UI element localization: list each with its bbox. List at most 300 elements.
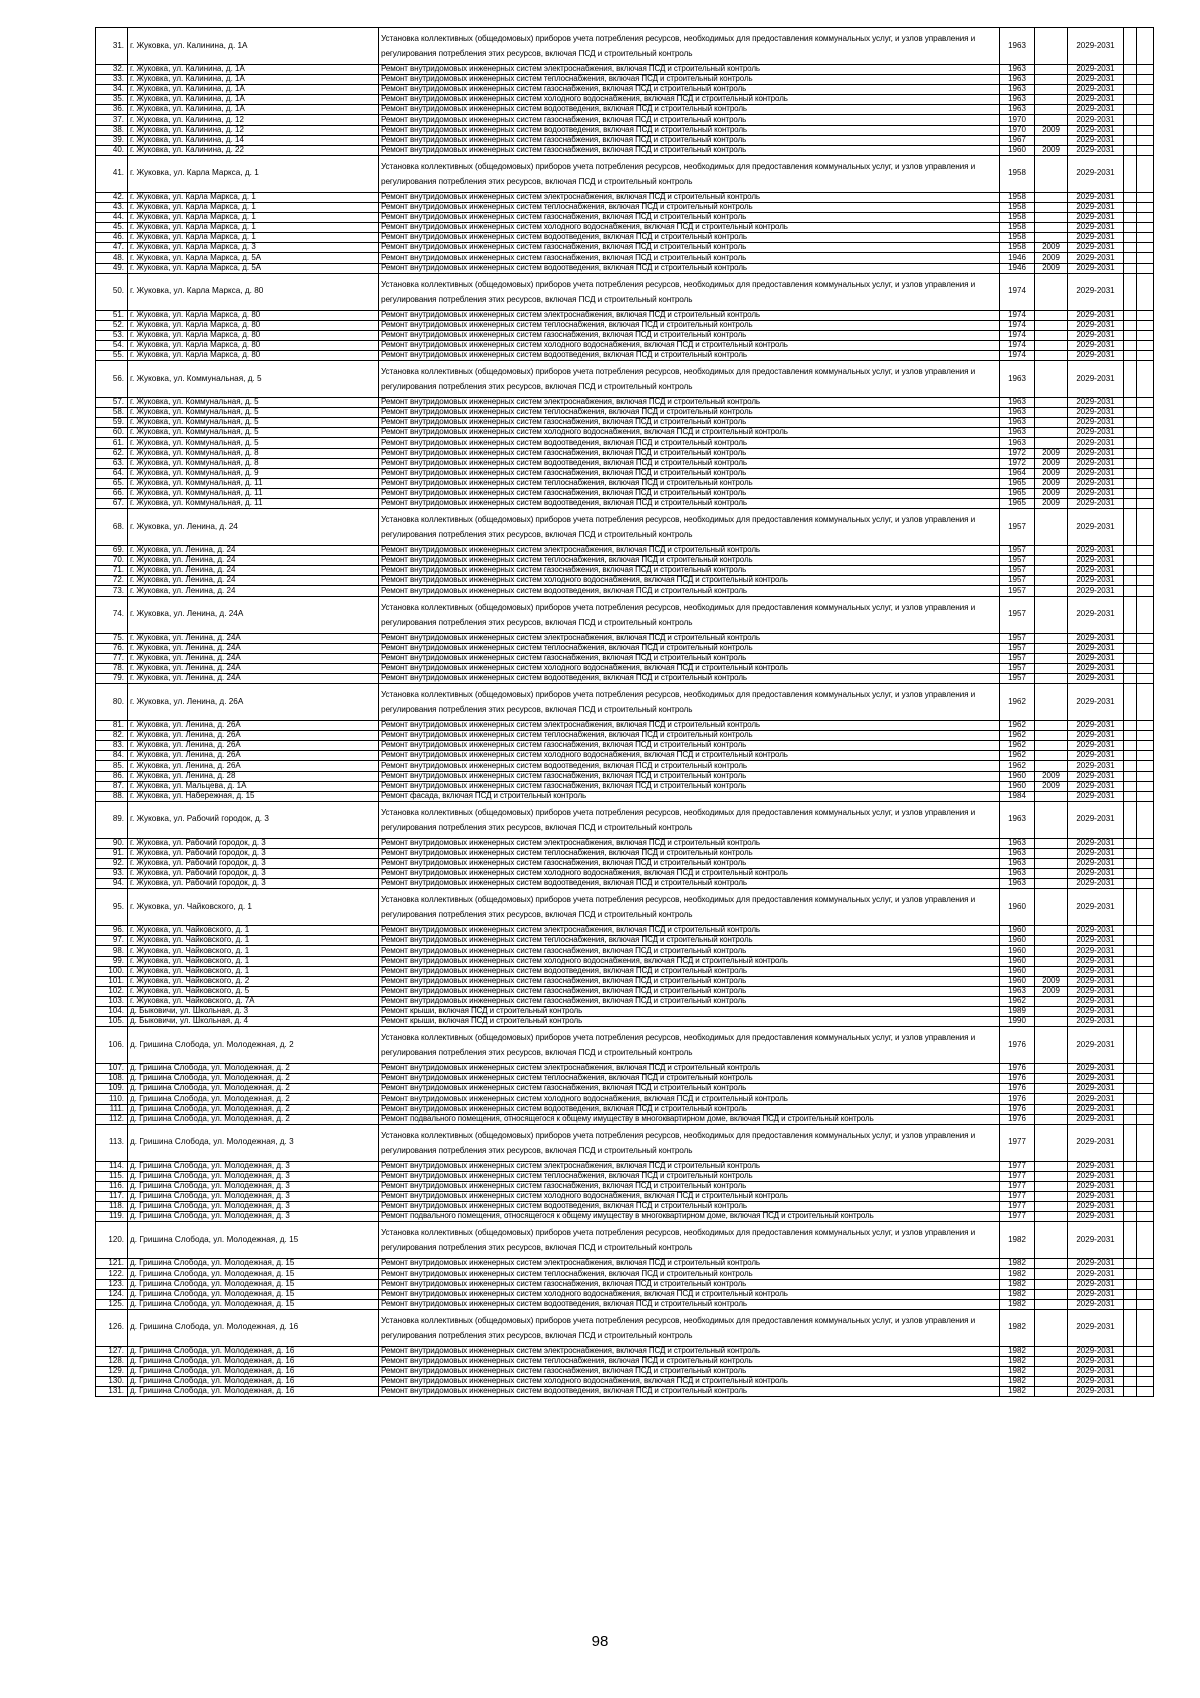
- construction-year-cell: 1977: [1000, 1181, 1035, 1191]
- address-cell: д. Гришина Слобода, ул. Молодежная, д. 16: [128, 1366, 379, 1376]
- planned-period-cell: 2029-2031: [1068, 202, 1124, 212]
- construction-year-cell: 1982: [1000, 1377, 1035, 1387]
- empty-cell: [1137, 858, 1154, 868]
- construction-year-cell: 1974: [1000, 330, 1035, 340]
- last-repair-year-cell: [1035, 310, 1068, 320]
- work-type-cell: Установка коллективных (общедомовых) приборов учета потребления ресурсов, необходимых для предоставления коммунальных услуг, и узлов управления и регулирования потребления этих ресурсов, включая ПСД и строительный контроль: [379, 1222, 1000, 1259]
- empty-cell: [1137, 145, 1154, 155]
- address-cell: г. Жуковка, ул. Коммунальная, д. 5: [128, 428, 379, 438]
- work-type-cell: Ремонт внутридомовых инженерных систем электроснабжения, включая ПСД и строительный контроль: [379, 721, 1000, 731]
- address-cell: д. Гришина Слобода, ул. Молодежная, д. 16: [128, 1387, 379, 1397]
- construction-year-cell: 1963: [1000, 858, 1035, 868]
- last-repair-year-cell: [1035, 1346, 1068, 1356]
- work-type-cell: Ремонт внутридомовых инженерных систем водоотведения, включая ПСД и строительный контроль: [379, 233, 1000, 243]
- row-number: 54.: [96, 340, 128, 350]
- planned-period-cell: 2029-2031: [1068, 458, 1124, 468]
- capital-repair-works-table: [95, 27, 1154, 1397]
- empty-cell: [1137, 791, 1154, 801]
- planned-period-cell: 2029-2031: [1068, 1222, 1124, 1259]
- table-row: [96, 330, 1154, 340]
- address-cell: г. Жуковка, ул. Чайковского, д. 1: [128, 889, 379, 926]
- address-cell: г. Жуковка, ул. Карла Маркса, д. 1: [128, 202, 379, 212]
- work-type-cell: Установка коллективных (общедомовых) приборов учета потребления ресурсов, необходимых для предоставления коммунальных услуг, и узлов управления и регулирования потребления этих ресурсов, включая ПСД и строительный контроль: [379, 596, 1000, 633]
- address-cell: д. Гришина Слобода, ул. Молодежная, д. 2: [128, 1084, 379, 1094]
- last-repair-year-cell: [1035, 673, 1068, 683]
- table-row: [96, 1192, 1154, 1202]
- last-repair-year-cell: [1035, 1309, 1068, 1346]
- empty-cell: [1124, 741, 1137, 751]
- row-number: 49.: [96, 263, 128, 273]
- row-number: 53.: [96, 330, 128, 340]
- empty-cell: [1137, 263, 1154, 273]
- empty-cell: [1137, 75, 1154, 85]
- row-number: 37.: [96, 115, 128, 125]
- row-number: 42.: [96, 192, 128, 202]
- address-cell: г. Жуковка, ул. Ленина, д. 24: [128, 546, 379, 556]
- work-type-cell: Ремонт внутридомовых инженерных систем газоснабжения, включая ПСД и строительный контроль: [379, 653, 1000, 663]
- construction-year-cell: 1963: [1000, 801, 1035, 838]
- work-type-cell: Ремонт внутридомовых инженерных систем водоотведения, включая ПСД и строительный контроль: [379, 458, 1000, 468]
- address-cell: д. Гришина Слобода, ул. Молодежная, д. 15: [128, 1259, 379, 1269]
- empty-cell: [1124, 1074, 1137, 1084]
- work-type-cell: Ремонт внутридомовых инженерных систем электроснабжения, включая ПСД и строительный контроль: [379, 546, 1000, 556]
- address-cell: г. Жуковка, ул. Ленина, д. 26А: [128, 684, 379, 721]
- address-cell: г. Жуковка, ул. Карла Маркса, д. 1: [128, 233, 379, 243]
- address-cell: д. Гришина Слобода, ул. Молодежная, д. 3: [128, 1192, 379, 1202]
- empty-cell: [1137, 65, 1154, 75]
- work-type-cell: Установка коллективных (общедомовых) приборов учета потребления ресурсов, необходимых для предоставления коммунальных услуг, и узлов управления и регулирования потребления этих ресурсов, включая ПСД и строительный контроль: [379, 684, 1000, 721]
- work-type-cell: Ремонт внутридомовых инженерных систем холодного водоснабжения, включая ПСД и строительный контроль: [379, 751, 1000, 761]
- table-row: [96, 1269, 1154, 1279]
- empty-cell: [1137, 478, 1154, 488]
- planned-period-cell: 2029-2031: [1068, 65, 1124, 75]
- row-number: 64.: [96, 468, 128, 478]
- table-row: [96, 566, 1154, 576]
- last-repair-year-cell: 2009: [1035, 125, 1068, 135]
- planned-period-cell: 2029-2031: [1068, 1192, 1124, 1202]
- last-repair-year-cell: [1035, 75, 1068, 85]
- planned-period-cell: 2029-2031: [1068, 398, 1124, 408]
- table-row: [96, 663, 1154, 673]
- last-repair-year-cell: 2009: [1035, 781, 1068, 791]
- table-row: [96, 576, 1154, 586]
- last-repair-year-cell: [1035, 213, 1068, 223]
- row-number: 103.: [96, 996, 128, 1006]
- planned-period-cell: 2029-2031: [1068, 1171, 1124, 1181]
- row-number: 121.: [96, 1259, 128, 1269]
- construction-year-cell: 1963: [1000, 75, 1035, 85]
- row-number: 94.: [96, 879, 128, 889]
- table-row: [96, 858, 1154, 868]
- empty-cell: [1124, 1171, 1137, 1181]
- planned-period-cell: 2029-2031: [1068, 1279, 1124, 1289]
- table-row: [96, 1212, 1154, 1222]
- address-cell: д. Гришина Слобода, ул. Молодежная, д. 16: [128, 1377, 379, 1387]
- address-cell: г. Жуковка, ул. Коммунальная, д. 11: [128, 488, 379, 498]
- row-number: 87.: [96, 781, 128, 791]
- empty-cell: [1124, 253, 1137, 263]
- construction-year-cell: 1963: [1000, 65, 1035, 75]
- construction-year-cell: 1976: [1000, 1084, 1035, 1094]
- empty-cell: [1137, 771, 1154, 781]
- last-repair-year-cell: [1035, 115, 1068, 125]
- empty-cell: [1124, 684, 1137, 721]
- empty-cell: [1137, 653, 1154, 663]
- planned-period-cell: 2029-2031: [1068, 653, 1124, 663]
- row-number: 123.: [96, 1279, 128, 1289]
- last-repair-year-cell: [1035, 869, 1068, 879]
- work-type-cell: Ремонт внутридомовых инженерных систем электроснабжения, включая ПСД и строительный контроль: [379, 398, 1000, 408]
- planned-period-cell: 2029-2031: [1068, 330, 1124, 340]
- planned-period-cell: 2029-2031: [1068, 145, 1124, 155]
- work-type-cell: Ремонт внутридомовых инженерных систем газоснабжения, включая ПСД и строительный контроль: [379, 213, 1000, 223]
- empty-cell: [1124, 1279, 1137, 1289]
- table-row: [96, 976, 1154, 986]
- work-type-cell: Установка коллективных (общедомовых) приборов учета потребления ресурсов, необходимых для предоставления коммунальных услуг, и узлов управления и регулирования потребления этих ресурсов, включая ПСД и строительный контроль: [379, 1027, 1000, 1064]
- work-type-cell: Ремонт внутридомовых инженерных систем газоснабжения, включая ПСД и строительный контроль: [379, 741, 1000, 751]
- work-type-cell: Ремонт внутридомовых инженерных систем газоснабжения, включая ПСД и строительный контроль: [379, 1181, 1000, 1191]
- work-type-cell: Ремонт внутридомовых инженерных систем газоснабжения, включая ПСД и строительный контроль: [379, 858, 1000, 868]
- last-repair-year-cell: [1035, 95, 1068, 105]
- construction-year-cell: 1957: [1000, 643, 1035, 653]
- construction-year-cell: 1958: [1000, 202, 1035, 212]
- work-type-cell: Ремонт внутридомовых инженерных систем холодного водоснабжения, включая ПСД и строительный контроль: [379, 1192, 1000, 1202]
- work-type-cell: Ремонт внутридомовых инженерных систем холодного водоснабжения, включая ПСД и строительный контроль: [379, 340, 1000, 350]
- empty-cell: [1124, 1007, 1137, 1017]
- address-cell: д. Гришина Слобода, ул. Молодежная, д. 3: [128, 1171, 379, 1181]
- construction-year-cell: 1962: [1000, 684, 1035, 721]
- row-number: 114.: [96, 1161, 128, 1171]
- work-type-cell: Ремонт внутридомовых инженерных систем электроснабжения, включая ПСД и строительный контроль: [379, 633, 1000, 643]
- address-cell: д. Гришина Слобода, ул. Молодежная, д. 15: [128, 1222, 379, 1259]
- row-number: 128.: [96, 1356, 128, 1366]
- table-row: [96, 145, 1154, 155]
- address-cell: г. Жуковка, ул. Коммунальная, д. 11: [128, 478, 379, 488]
- address-cell: г. Жуковка, ул. Чайковского, д. 1: [128, 936, 379, 946]
- empty-cell: [1137, 889, 1154, 926]
- planned-period-cell: 2029-2031: [1068, 771, 1124, 781]
- work-type-cell: Ремонт внутридомовых инженерных систем электроснабжения, включая ПСД и строительный контроль: [379, 310, 1000, 320]
- address-cell: г. Жуковка, ул. Чайковского, д. 1: [128, 956, 379, 966]
- empty-cell: [1137, 253, 1154, 263]
- address-cell: г. Жуковка, ул. Ленина, д. 24: [128, 509, 379, 546]
- planned-period-cell: 2029-2031: [1068, 741, 1124, 751]
- last-repair-year-cell: [1035, 633, 1068, 643]
- empty-cell: [1124, 1017, 1137, 1027]
- empty-cell: [1124, 28, 1137, 65]
- work-type-cell: Ремонт внутридомовых инженерных систем газоснабжения, включая ПСД и строительный контроль: [379, 1366, 1000, 1376]
- table-row: [96, 263, 1154, 273]
- planned-period-cell: 2029-2031: [1068, 848, 1124, 858]
- row-number: 74.: [96, 596, 128, 633]
- construction-year-cell: 1972: [1000, 458, 1035, 468]
- last-repair-year-cell: [1035, 889, 1068, 926]
- address-cell: г. Жуковка, ул. Ленина, д. 24: [128, 586, 379, 596]
- work-type-cell: Ремонт внутридомовых инженерных систем теплоснабжения, включая ПСД и строительный контроль: [379, 1074, 1000, 1084]
- last-repair-year-cell: 2009: [1035, 458, 1068, 468]
- work-type-cell: Ремонт внутридомовых инженерных систем теплоснабжения, включая ПСД и строительный контроль: [379, 848, 1000, 858]
- empty-cell: [1137, 751, 1154, 761]
- table-row: [96, 1114, 1154, 1124]
- planned-period-cell: 2029-2031: [1068, 478, 1124, 488]
- empty-cell: [1137, 428, 1154, 438]
- last-repair-year-cell: [1035, 791, 1068, 801]
- last-repair-year-cell: [1035, 1007, 1068, 1017]
- row-number: 76.: [96, 643, 128, 653]
- row-number: 48.: [96, 253, 128, 263]
- construction-year-cell: 1977: [1000, 1202, 1035, 1212]
- construction-year-cell: 1982: [1000, 1356, 1035, 1366]
- planned-period-cell: 2029-2031: [1068, 448, 1124, 458]
- table-row: [96, 653, 1154, 663]
- empty-cell: [1124, 428, 1137, 438]
- empty-cell: [1137, 838, 1154, 848]
- construction-year-cell: 1976: [1000, 1064, 1035, 1074]
- table-row: [96, 509, 1154, 546]
- row-number: 115.: [96, 1171, 128, 1181]
- construction-year-cell: 1946: [1000, 263, 1035, 273]
- empty-cell: [1137, 202, 1154, 212]
- empty-cell: [1137, 1289, 1154, 1299]
- row-number: 58.: [96, 408, 128, 418]
- planned-period-cell: 2029-2031: [1068, 956, 1124, 966]
- work-type-cell: Ремонт внутридомовых инженерных систем водоотведения, включая ПСД и строительный контроль: [379, 673, 1000, 683]
- empty-cell: [1137, 926, 1154, 936]
- empty-cell: [1137, 801, 1154, 838]
- row-number: 129.: [96, 1366, 128, 1376]
- planned-period-cell: 2029-2031: [1068, 684, 1124, 721]
- last-repair-year-cell: [1035, 192, 1068, 202]
- empty-cell: [1137, 1027, 1154, 1064]
- empty-cell: [1124, 546, 1137, 556]
- work-type-cell: Ремонт внутридомовых инженерных систем теплоснабжения, включая ПСД и строительный контроль: [379, 643, 1000, 653]
- empty-cell: [1124, 233, 1137, 243]
- table-row: [96, 1027, 1154, 1064]
- row-number: 68.: [96, 509, 128, 546]
- empty-cell: [1137, 1299, 1154, 1309]
- address-cell: г. Жуковка, ул. Рабочий городок, д. 3: [128, 838, 379, 848]
- work-type-cell: Ремонт внутридомовых инженерных систем холодного водоснабжения, включая ПСД и строительный контроль: [379, 1289, 1000, 1299]
- construction-year-cell: 1965: [1000, 478, 1035, 488]
- address-cell: г. Жуковка, ул. Рабочий городок, д. 3: [128, 869, 379, 879]
- address-cell: г. Жуковка, ул. Карла Маркса, д. 80: [128, 340, 379, 350]
- planned-period-cell: 2029-2031: [1068, 986, 1124, 996]
- empty-cell: [1137, 398, 1154, 408]
- last-repair-year-cell: [1035, 966, 1068, 976]
- address-cell: г. Жуковка, ул. Рабочий городок, д. 3: [128, 879, 379, 889]
- last-repair-year-cell: [1035, 751, 1068, 761]
- work-type-cell: Ремонт внутридомовых инженерных систем газоснабжения, включая ПСД и строительный контроль: [379, 771, 1000, 781]
- empty-cell: [1124, 448, 1137, 458]
- empty-cell: [1137, 879, 1154, 889]
- last-repair-year-cell: [1035, 28, 1068, 65]
- row-number: 55.: [96, 350, 128, 360]
- empty-cell: [1124, 751, 1137, 761]
- last-repair-year-cell: [1035, 801, 1068, 838]
- empty-cell: [1124, 155, 1137, 192]
- work-type-cell: Ремонт внутридомовых инженерных систем электроснабжения, включая ПСД и строительный контроль: [379, 1259, 1000, 1269]
- construction-year-cell: 1962: [1000, 721, 1035, 731]
- table-row: [96, 1181, 1154, 1191]
- address-cell: г. Жуковка, ул. Калинина, д. 1А: [128, 105, 379, 115]
- address-cell: д. Гришина Слобода, ул. Молодежная, д. 2: [128, 1064, 379, 1074]
- address-cell: г. Жуковка, ул. Ленина, д. 24: [128, 576, 379, 586]
- construction-year-cell: 1977: [1000, 1124, 1035, 1161]
- construction-year-cell: 1976: [1000, 1104, 1035, 1114]
- planned-period-cell: 2029-2031: [1068, 418, 1124, 428]
- empty-cell: [1124, 75, 1137, 85]
- row-number: 110.: [96, 1094, 128, 1104]
- work-type-cell: Ремонт внутридомовых инженерных систем газоснабжения, включая ПСД и строительный контроль: [379, 946, 1000, 956]
- empty-cell: [1124, 478, 1137, 488]
- last-repair-year-cell: [1035, 65, 1068, 75]
- planned-period-cell: 2029-2031: [1068, 1114, 1124, 1124]
- table-row: [96, 1017, 1154, 1027]
- row-number: 62.: [96, 448, 128, 458]
- planned-period-cell: 2029-2031: [1068, 566, 1124, 576]
- construction-year-cell: 1970: [1000, 115, 1035, 125]
- row-number: 127.: [96, 1346, 128, 1356]
- row-number: 70.: [96, 556, 128, 566]
- row-number: 52.: [96, 320, 128, 330]
- empty-cell: [1124, 361, 1137, 398]
- address-cell: г. Жуковка, ул. Чайковского, д. 1: [128, 966, 379, 976]
- planned-period-cell: 2029-2031: [1068, 721, 1124, 731]
- empty-cell: [1137, 1094, 1154, 1104]
- work-type-cell: Установка коллективных (общедомовых) приборов учета потребления ресурсов, необходимых для предоставления коммунальных услуг, и узлов управления и регулирования потребления этих ресурсов, включая ПСД и строительный контроль: [379, 1309, 1000, 1346]
- empty-cell: [1137, 418, 1154, 428]
- planned-period-cell: 2029-2031: [1068, 1356, 1124, 1366]
- planned-period-cell: 2029-2031: [1068, 1007, 1124, 1017]
- construction-year-cell: 1982: [1000, 1269, 1035, 1279]
- empty-cell: [1124, 633, 1137, 643]
- last-repair-year-cell: [1035, 576, 1068, 586]
- planned-period-cell: 2029-2031: [1068, 340, 1124, 350]
- row-number: 100.: [96, 966, 128, 976]
- last-repair-year-cell: [1035, 105, 1068, 115]
- work-type-cell: Ремонт внутридомовых инженерных систем водоотведения, включая ПСД и строительный контроль: [379, 879, 1000, 889]
- planned-period-cell: 2029-2031: [1068, 781, 1124, 791]
- table-row: [96, 1299, 1154, 1309]
- empty-cell: [1124, 889, 1137, 926]
- empty-cell: [1137, 28, 1154, 65]
- work-type-cell: Ремонт внутридомовых инженерных систем теплоснабжения, включая ПСД и строительный контроль: [379, 408, 1000, 418]
- last-repair-year-cell: [1035, 1356, 1068, 1366]
- row-number: 120.: [96, 1222, 128, 1259]
- address-cell: г. Жуковка, ул. Чайковского, д. 2: [128, 976, 379, 986]
- empty-cell: [1124, 468, 1137, 478]
- empty-cell: [1124, 1192, 1137, 1202]
- row-number: 50.: [96, 273, 128, 310]
- work-type-cell: Ремонт внутридомовых инженерных систем водоотведения, включая ПСД и строительный контроль: [379, 586, 1000, 596]
- empty-cell: [1137, 125, 1154, 135]
- empty-cell: [1137, 781, 1154, 791]
- table-row: [96, 468, 1154, 478]
- work-type-cell: Ремонт внутридомовых инженерных систем водоотведения, включая ПСД и строительный контроль: [379, 105, 1000, 115]
- table-row: [96, 926, 1154, 936]
- construction-year-cell: 1974: [1000, 273, 1035, 310]
- address-cell: г. Жуковка, ул. Ленина, д. 24А: [128, 673, 379, 683]
- row-number: 126.: [96, 1309, 128, 1346]
- empty-cell: [1124, 936, 1137, 946]
- construction-year-cell: 1958: [1000, 155, 1035, 192]
- work-type-cell: Ремонт внутридомовых инженерных систем газоснабжения, включая ПСД и строительный контроль: [379, 115, 1000, 125]
- work-type-cell: Ремонт крыши, включая ПСД и строительный контроль: [379, 1017, 1000, 1027]
- table-row: [96, 95, 1154, 105]
- last-repair-year-cell: [1035, 556, 1068, 566]
- empty-cell: [1137, 499, 1154, 509]
- construction-year-cell: 1963: [1000, 85, 1035, 95]
- last-repair-year-cell: [1035, 1387, 1068, 1397]
- work-type-cell: Ремонт внутридомовых инженерных систем газоснабжения, включая ПСД и строительный контроль: [379, 135, 1000, 145]
- work-type-cell: Ремонт внутридомовых инженерных систем газоснабжения, включая ПСД и строительный контроль: [379, 1279, 1000, 1289]
- row-number: 113.: [96, 1124, 128, 1161]
- empty-cell: [1137, 192, 1154, 202]
- empty-cell: [1124, 801, 1137, 838]
- row-number: 75.: [96, 633, 128, 643]
- work-type-cell: Ремонт внутридомовых инженерных систем теплоснабжения, включая ПСД и строительный контроль: [379, 1171, 1000, 1181]
- last-repair-year-cell: [1035, 1074, 1068, 1084]
- row-number: 67.: [96, 499, 128, 509]
- address-cell: г. Жуковка, ул. Ленина, д. 24: [128, 556, 379, 566]
- empty-cell: [1137, 586, 1154, 596]
- address-cell: г. Жуковка, ул. Ленина, д. 26А: [128, 721, 379, 731]
- empty-cell: [1124, 488, 1137, 498]
- empty-cell: [1137, 105, 1154, 115]
- last-repair-year-cell: [1035, 350, 1068, 360]
- last-repair-year-cell: [1035, 956, 1068, 966]
- construction-year-cell: 1982: [1000, 1346, 1035, 1356]
- empty-cell: [1137, 1259, 1154, 1269]
- row-number: 91.: [96, 848, 128, 858]
- work-type-cell: Ремонт внутридомовых инженерных систем водоотведения, включая ПСД и строительный контроль: [379, 350, 1000, 360]
- work-type-cell: Ремонт внутридомовых инженерных систем водоотведения, включая ПСД и строительный контроль: [379, 1104, 1000, 1114]
- work-type-cell: Установка коллективных (общедомовых) приборов учета потребления ресурсов, необходимых для предоставления коммунальных услуг, и узлов управления и регулирования потребления этих ресурсов, включая ПСД и строительный контроль: [379, 889, 1000, 926]
- last-repair-year-cell: [1035, 1064, 1068, 1074]
- table-row: [96, 320, 1154, 330]
- last-repair-year-cell: [1035, 155, 1068, 192]
- empty-cell: [1137, 996, 1154, 1006]
- construction-year-cell: 1960: [1000, 889, 1035, 926]
- construction-year-cell: 1960: [1000, 936, 1035, 946]
- planned-period-cell: 2029-2031: [1068, 889, 1124, 926]
- last-repair-year-cell: [1035, 1094, 1068, 1104]
- planned-period-cell: 2029-2031: [1068, 858, 1124, 868]
- last-repair-year-cell: 2009: [1035, 986, 1068, 996]
- empty-cell: [1124, 663, 1137, 673]
- work-type-cell: Ремонт внутридомовых инженерных систем водоотведения, включая ПСД и строительный контроль: [379, 966, 1000, 976]
- last-repair-year-cell: [1035, 330, 1068, 340]
- planned-period-cell: 2029-2031: [1068, 586, 1124, 596]
- empty-cell: [1124, 340, 1137, 350]
- table-row: [96, 115, 1154, 125]
- address-cell: г. Жуковка, ул. Ленина, д. 24А: [128, 663, 379, 673]
- last-repair-year-cell: [1035, 418, 1068, 428]
- planned-period-cell: 2029-2031: [1068, 663, 1124, 673]
- construction-year-cell: 1963: [1000, 418, 1035, 428]
- address-cell: г. Жуковка, ул. Ленина, д. 24: [128, 566, 379, 576]
- row-number: 43.: [96, 202, 128, 212]
- empty-cell: [1124, 1346, 1137, 1356]
- construction-year-cell: 1958: [1000, 223, 1035, 233]
- row-number: 118.: [96, 1202, 128, 1212]
- empty-cell: [1137, 361, 1154, 398]
- empty-cell: [1137, 408, 1154, 418]
- table-row: [96, 202, 1154, 212]
- address-cell: г. Жуковка, ул. Ленина, д. 24А: [128, 643, 379, 653]
- work-type-cell: Ремонт внутридомовых инженерных систем теплоснабжения, включая ПСД и строительный контроль: [379, 731, 1000, 741]
- empty-cell: [1137, 633, 1154, 643]
